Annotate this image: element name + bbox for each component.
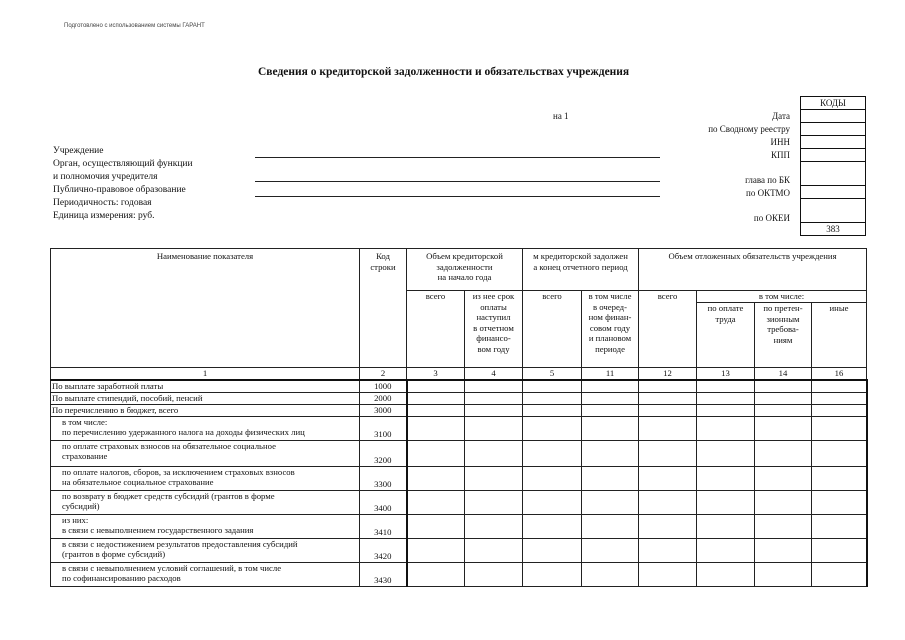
value-cell[interactable] xyxy=(523,562,582,586)
table-body xyxy=(51,380,867,586)
table-row xyxy=(51,514,867,538)
th-start-group xyxy=(407,249,523,291)
value-cell[interactable] xyxy=(465,562,523,586)
value-cell[interactable] xyxy=(407,416,465,440)
row-code: 2000 xyxy=(360,392,407,404)
value-cell[interactable] xyxy=(465,514,523,538)
value-cell[interactable] xyxy=(582,440,639,466)
row-name xyxy=(51,416,360,440)
th-incl-l4: совом году xyxy=(589,322,631,333)
value-cell[interactable] xyxy=(812,416,867,440)
colnum-12: 12 xyxy=(639,368,697,381)
value-cell[interactable] xyxy=(523,490,582,514)
value-cell[interactable] xyxy=(582,466,639,490)
th-incl-l1: в том числе xyxy=(588,291,632,301)
value-cell[interactable] xyxy=(523,514,582,538)
row-name xyxy=(51,466,360,490)
code-cell-blank[interactable] xyxy=(801,162,866,186)
public-entity-input-line[interactable] xyxy=(255,196,660,197)
row-name-line1: По выплате стипендий, пособий, пенсий xyxy=(52,392,203,403)
table-row xyxy=(51,562,867,586)
row-code: 1000 xyxy=(360,380,407,392)
value-cell[interactable] xyxy=(755,562,812,586)
value-cell[interactable] xyxy=(523,392,582,404)
th-deferred-total xyxy=(639,291,697,368)
value-cell[interactable] xyxy=(407,380,465,392)
code-cell-oktmo[interactable] xyxy=(801,199,866,223)
th-deferred-total-text: всего xyxy=(657,291,678,301)
th-claims-l3: требова- xyxy=(767,324,799,334)
th-claims-l4: ниям xyxy=(773,334,793,345)
row-name xyxy=(51,380,360,392)
row-name-line1: в том числе: xyxy=(62,416,108,427)
value-cell[interactable] xyxy=(697,538,755,562)
value-cell[interactable] xyxy=(523,466,582,490)
value-cell[interactable] xyxy=(755,404,812,416)
code-cell-date[interactable] xyxy=(801,110,866,123)
value-cell[interactable] xyxy=(639,392,697,404)
field-founder-label-1: Орган, осуществляющий функции xyxy=(53,159,193,169)
field-founder-label-2: и полномочия учредителя xyxy=(53,172,158,182)
th-code-l2: строки xyxy=(370,261,396,272)
row-name xyxy=(51,514,360,538)
row-code: 3200 xyxy=(360,440,407,466)
row-name xyxy=(51,440,360,466)
value-cell[interactable] xyxy=(697,490,755,514)
th-start-total-text: всего xyxy=(425,291,446,301)
code-label-registry: по Сводному реестру xyxy=(708,124,790,134)
value-cell[interactable] xyxy=(407,392,465,404)
table-row xyxy=(51,490,867,514)
colnum-5: 5 xyxy=(523,368,582,381)
value-cell[interactable] xyxy=(582,538,639,562)
table-row xyxy=(51,392,867,404)
value-cell[interactable] xyxy=(407,538,465,562)
table-row xyxy=(51,416,867,440)
colnum-11: 11 xyxy=(582,368,639,381)
value-cell[interactable] xyxy=(523,440,582,466)
th-deferred-group xyxy=(639,249,867,291)
th-overdue-l2: оплаты xyxy=(480,301,507,312)
value-cell[interactable] xyxy=(697,404,755,416)
value-cell[interactable] xyxy=(407,514,465,538)
th-other xyxy=(812,303,866,367)
value-cell[interactable] xyxy=(582,392,639,404)
row-name xyxy=(51,404,360,416)
value-cell[interactable] xyxy=(812,538,867,562)
th-start-l1: Объем кредиторской xyxy=(426,251,503,261)
page-title: Сведения о кредиторской задолженности и обязательствах учреждения xyxy=(258,66,630,78)
th-end-total-text: всего xyxy=(542,291,562,301)
value-cell[interactable] xyxy=(639,416,697,440)
th-labor xyxy=(697,303,755,367)
value-cell[interactable] xyxy=(639,404,697,416)
value-cell[interactable] xyxy=(465,466,523,490)
value-cell[interactable] xyxy=(755,466,812,490)
codes-box xyxy=(800,96,866,236)
th-incl-l3: ном финан- xyxy=(588,312,632,322)
row-name-line1: По выплате заработной платы xyxy=(52,381,164,391)
value-cell[interactable] xyxy=(812,380,867,392)
value-cell[interactable] xyxy=(697,514,755,538)
value-cell[interactable] xyxy=(582,380,639,392)
th-start-total xyxy=(407,291,465,368)
th-claims-l2: зионным xyxy=(766,313,800,324)
th-incl-l6: периоде xyxy=(595,343,625,354)
value-cell[interactable] xyxy=(523,404,582,416)
value-cell[interactable] xyxy=(697,380,755,392)
value-cell[interactable] xyxy=(407,440,465,466)
value-cell[interactable] xyxy=(639,380,697,392)
th-overdue-l6: вом году xyxy=(477,343,510,354)
value-cell[interactable] xyxy=(639,538,697,562)
colnum-1: 1 xyxy=(51,368,360,381)
value-cell[interactable] xyxy=(755,380,812,392)
value-cell[interactable] xyxy=(407,490,465,514)
code-label-bk: глава по БК xyxy=(745,175,790,185)
value-cell[interactable] xyxy=(639,490,697,514)
value-cell[interactable] xyxy=(465,380,523,392)
code-label-oktmo: по ОКТМО xyxy=(746,188,790,198)
value-cell[interactable] xyxy=(812,490,867,514)
value-cell[interactable] xyxy=(697,562,755,586)
th-end-l2: а конец отчетного период xyxy=(533,261,628,272)
value-cell[interactable] xyxy=(407,466,465,490)
table-row xyxy=(51,380,867,392)
code-label-inn: ИНН xyxy=(770,137,790,147)
th-overdue-l3: наступил xyxy=(476,312,511,322)
column-numbers-row xyxy=(51,368,867,381)
value-cell[interactable] xyxy=(465,490,523,514)
th-incl-colon: в том числе: xyxy=(697,291,866,303)
value-cell[interactable] xyxy=(465,440,523,466)
value-cell[interactable] xyxy=(755,416,812,440)
row-name-line1: в связи с невыполнением условий соглашений, в том числе xyxy=(62,562,282,573)
th-incl-l5: и плановом xyxy=(588,333,632,343)
value-cell[interactable] xyxy=(465,404,523,416)
value-cell[interactable] xyxy=(523,416,582,440)
value-cell[interactable] xyxy=(812,392,867,404)
row-name-line1: из них: xyxy=(62,514,89,525)
value-cell[interactable] xyxy=(697,416,755,440)
field-public-entity-label: Публично-правовое образование xyxy=(53,185,186,195)
row-code: 3000 xyxy=(360,404,407,416)
value-cell[interactable] xyxy=(639,440,697,466)
value-cell[interactable] xyxy=(582,514,639,538)
value-cell[interactable] xyxy=(582,562,639,586)
th-end-l1: м кредиторской задолжен xyxy=(533,251,628,261)
row-name-line1: по оплате налогов, сборов, за исключением страховых взносов xyxy=(62,466,295,477)
th-start-l2: задолженности xyxy=(436,261,493,272)
colnum-13: 13 xyxy=(697,368,755,381)
row-name-line2: на обязательное социальное страхование xyxy=(62,477,214,487)
value-cell[interactable] xyxy=(812,440,867,466)
row-name xyxy=(51,538,360,562)
colnum-4: 4 xyxy=(465,368,523,381)
value-cell[interactable] xyxy=(755,392,812,404)
th-deferred-incl xyxy=(697,291,867,368)
code-cell-kpp[interactable] xyxy=(801,149,866,162)
liabilities-table xyxy=(50,248,868,587)
th-overdue-l1: из нее срок xyxy=(472,291,515,301)
row-code: 3420 xyxy=(360,538,407,562)
value-cell[interactable] xyxy=(407,562,465,586)
field-unit-label: Единица измерения: руб. xyxy=(53,211,155,221)
value-cell[interactable] xyxy=(755,490,812,514)
th-claims-l1: по претен- xyxy=(763,303,803,313)
th-code-l1: Код xyxy=(376,251,390,261)
value-cell[interactable] xyxy=(523,538,582,562)
th-end-total xyxy=(523,291,582,368)
th-labor-l1: по оплате xyxy=(707,303,744,313)
row-name-line1: по возврату в бюджет средств субсидий (грантов в форме xyxy=(62,490,275,501)
row-name xyxy=(51,562,360,586)
row-code: 3100 xyxy=(360,416,407,440)
th-name xyxy=(51,249,360,368)
value-cell[interactable] xyxy=(639,514,697,538)
colnum-14: 14 xyxy=(755,368,812,381)
value-cell[interactable] xyxy=(755,538,812,562)
th-end-incl xyxy=(582,291,639,368)
row-name-line2: страхование xyxy=(62,451,108,461)
value-cell[interactable] xyxy=(755,514,812,538)
institution-input-line[interactable] xyxy=(255,157,660,158)
row-name-line2: в связи с невыполнением государственного задания xyxy=(62,525,254,535)
th-overdue-l4: в отчетном xyxy=(473,322,514,333)
table-row xyxy=(51,538,867,562)
code-cell-registry[interactable] xyxy=(801,123,866,136)
code-cell-okei: 383 xyxy=(801,223,866,236)
code-label-kpp: КПП xyxy=(770,150,790,160)
code-cell-inn[interactable] xyxy=(801,136,866,149)
row-name-line2: субсидий) xyxy=(62,501,100,511)
th-labor-l2: труда xyxy=(715,313,736,324)
colnum-3: 3 xyxy=(407,368,465,381)
th-start-l3: на начало года xyxy=(437,272,492,282)
field-periodicity-label: Периодичность: годовая xyxy=(53,198,152,208)
value-cell[interactable] xyxy=(407,404,465,416)
th-incl-l2: в очеред- xyxy=(592,301,628,312)
table-row xyxy=(51,440,867,466)
row-code: 3400 xyxy=(360,490,407,514)
code-label-okei: по ОКЕИ xyxy=(753,213,790,223)
row-name-line2: по софинансированию расходов xyxy=(62,573,181,583)
row-code: 3430 xyxy=(360,562,407,586)
value-cell[interactable] xyxy=(465,392,523,404)
colnum-16: 16 xyxy=(812,368,867,381)
code-label-date: Дата xyxy=(772,111,790,121)
th-name-text: Наименование показателя xyxy=(156,251,254,261)
table-row xyxy=(51,404,867,416)
value-cell[interactable] xyxy=(697,466,755,490)
row-name-line2: (грантов в форме субсидий) xyxy=(62,549,166,559)
value-cell[interactable] xyxy=(697,440,755,466)
row-name-line1: по оплате страховых взносов на обязательное социальное xyxy=(62,440,276,451)
value-cell[interactable] xyxy=(812,466,867,490)
garant-note: Подготовлено с использованием системы ГАРАНТ xyxy=(64,23,205,29)
codes-header: КОДЫ xyxy=(801,97,866,110)
row-name xyxy=(51,392,360,404)
value-cell[interactable] xyxy=(697,392,755,404)
value-cell[interactable] xyxy=(465,416,523,440)
th-overdue-l5: финансо- xyxy=(476,333,511,343)
value-cell[interactable] xyxy=(639,466,697,490)
th-start-overdue xyxy=(465,291,523,368)
value-cell[interactable] xyxy=(639,562,697,586)
th-claims xyxy=(755,303,812,367)
table-row xyxy=(51,466,867,490)
th-deferred-text: Объем отложенных обязательств учреждения xyxy=(668,251,837,261)
colnum-2: 2 xyxy=(360,368,407,381)
value-cell[interactable] xyxy=(465,538,523,562)
th-code xyxy=(360,249,407,368)
value-cell[interactable] xyxy=(582,490,639,514)
row-name-line2: по перечислению удержанного налога на доходы физических лиц xyxy=(62,427,305,437)
value-cell[interactable] xyxy=(582,416,639,440)
value-cell[interactable] xyxy=(755,440,812,466)
row-name-line1: По перечислению в бюджет, всего xyxy=(52,404,179,415)
value-cell[interactable] xyxy=(812,514,867,538)
row-name xyxy=(51,490,360,514)
row-code: 3410 xyxy=(360,514,407,538)
value-cell[interactable] xyxy=(523,380,582,392)
th-other-text: иные xyxy=(829,303,849,313)
founder-input-line[interactable] xyxy=(255,181,660,182)
row-code: 3300 xyxy=(360,466,407,490)
date-prefix: на 1 xyxy=(553,111,569,121)
field-institution-label: Учреждение xyxy=(53,146,104,156)
value-cell[interactable] xyxy=(582,404,639,416)
th-end-group xyxy=(523,249,639,291)
value-cell[interactable] xyxy=(812,404,867,416)
row-name-line1: в связи с недостижением результатов предоставления субсидий xyxy=(62,538,298,549)
value-cell[interactable] xyxy=(812,562,867,586)
code-cell-bk[interactable] xyxy=(801,186,866,199)
